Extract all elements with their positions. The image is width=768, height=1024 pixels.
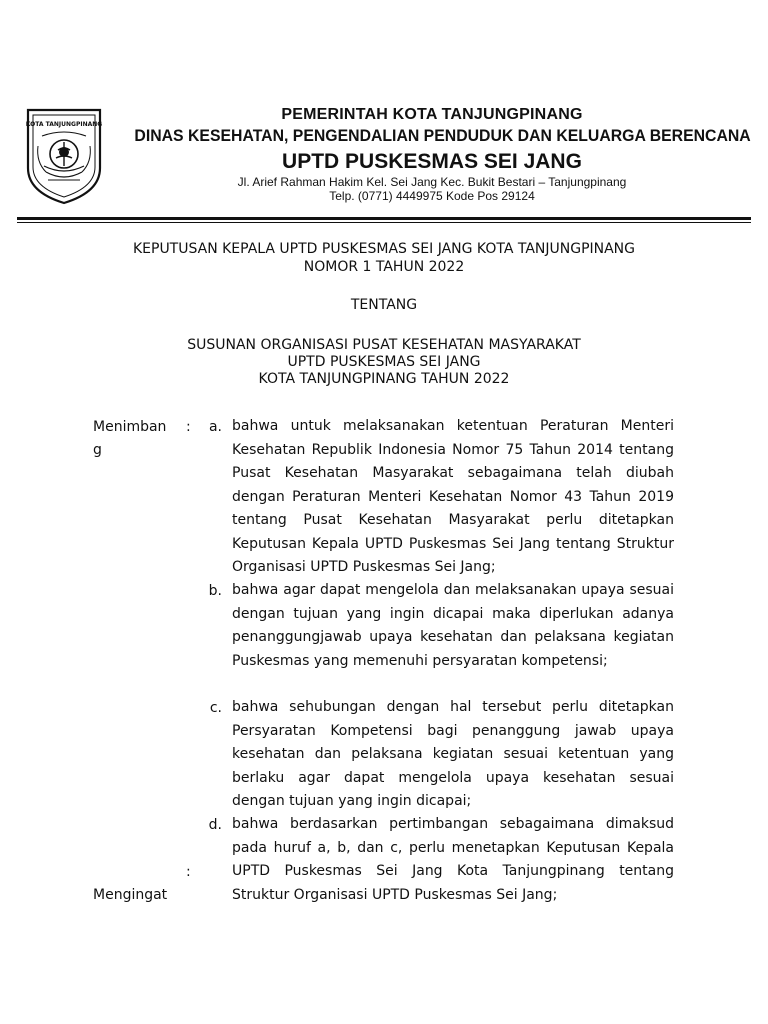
letterhead-government: PEMERINTAH KOTA TANJUNGPINANG [281,106,583,123]
item-letter-c: c. [209,700,222,716]
decree-subject-line-2: UPTD PUSKESMAS SEI JANG [287,354,481,370]
item-letter-a: a. [208,419,222,435]
decree-subject-line-3: KOTA TANJUNGPINANG TAHUN 2022 [258,371,510,387]
decree-title: KEPUTUSAN KEPALA UPTD PUSKESMAS SEI JANG KOTA TANJUNGPINANG [132,241,636,257]
letterhead-divider-thin [17,222,751,223]
item-letter-d: d. [208,817,222,833]
letterhead-divider-thick [17,217,751,220]
item-text-b: bahwa agar dapat mengelola dan melaksanakan upaya sesuai dengan tujuan yang ingin dicapai maka diperlukan adanya penanggungjawab upaya kesehatan dan pelaksana kegiatan Puskesmas yang memenuhi persyaratan kompetensi; [232,582,674,669]
logo-text: KOTA TANJUNGPINANG [25,121,103,128]
item-letter-b: b. [208,583,222,599]
city-emblem-logo [22,106,106,206]
menimbang-label-part2: g [93,442,102,458]
letterhead-unit: UPTD PUSKESMAS SEI JANG [282,150,582,173]
item-text-a: bahwa untuk melaksanakan ketentuan Peraturan Menteri Kesehatan Republik Indonesia Nomor 75 Tahun 2014 tentang Pusat Kesehatan Masyarakat sebagaimana telah diubah dengan Peraturan Menteri Kesehatan Nomor 43 Tahun 2019 tentang Pusat Kesehatan Masyarakat perlu ditetapkan Keputusan Kepala UPTD Puskesmas Sei Jang tentang Struktur Organisasi UPTD Puskesmas Sei Jang; [232,418,674,575]
decree-subject-line-1: SUSUNAN ORGANISASI PUSAT KESEHATAN MASYARAKAT [187,337,581,353]
menimbang-colon: : [186,419,191,435]
mengingat-label: Mengingat [93,887,168,903]
mengingat-colon: : [186,864,191,880]
item-text-c: bahwa sehubungan dengan hal tersebut perlu ditetapkan Persyaratan Kompetensi bagi penanggung jawab upaya kesehatan dan pelaksana kegiatan sesuai ketentuan yang berlaku agar dapat mengelola upaya kesehatan sesuai dengan tujuan yang ingin dicapai; [232,699,674,809]
letterhead-contact: Telp. (0771) 4449975 Kode Pos 29124 [329,189,535,203]
decree-number: NOMOR 1 TAHUN 2022 [303,259,465,275]
item-text-d: bahwa berdasarkan pertimbangan sebagaimana dimaksud pada huruf a, b, dan c, perlu menetapkan Keputusan Kepala UPTD Puskesmas Sei Jang Kota Tanjungpinang tentang Struktur Organisasi UPTD Puskesmas Sei Jang; [232,816,674,903]
letterhead-address: Jl. Arief Rahman Hakim Kel. Sei Jang Kec. Bukit Bestari – Tanjungpinang [237,175,627,189]
letterhead-department: DINAS KESEHATAN, PENGENDALIAN PENDUDUK DAN KELUARGA BERENCANA [134,126,751,145]
menimbang-label-part1: Menimban [93,419,167,435]
decree-about: TENTANG [350,297,418,313]
